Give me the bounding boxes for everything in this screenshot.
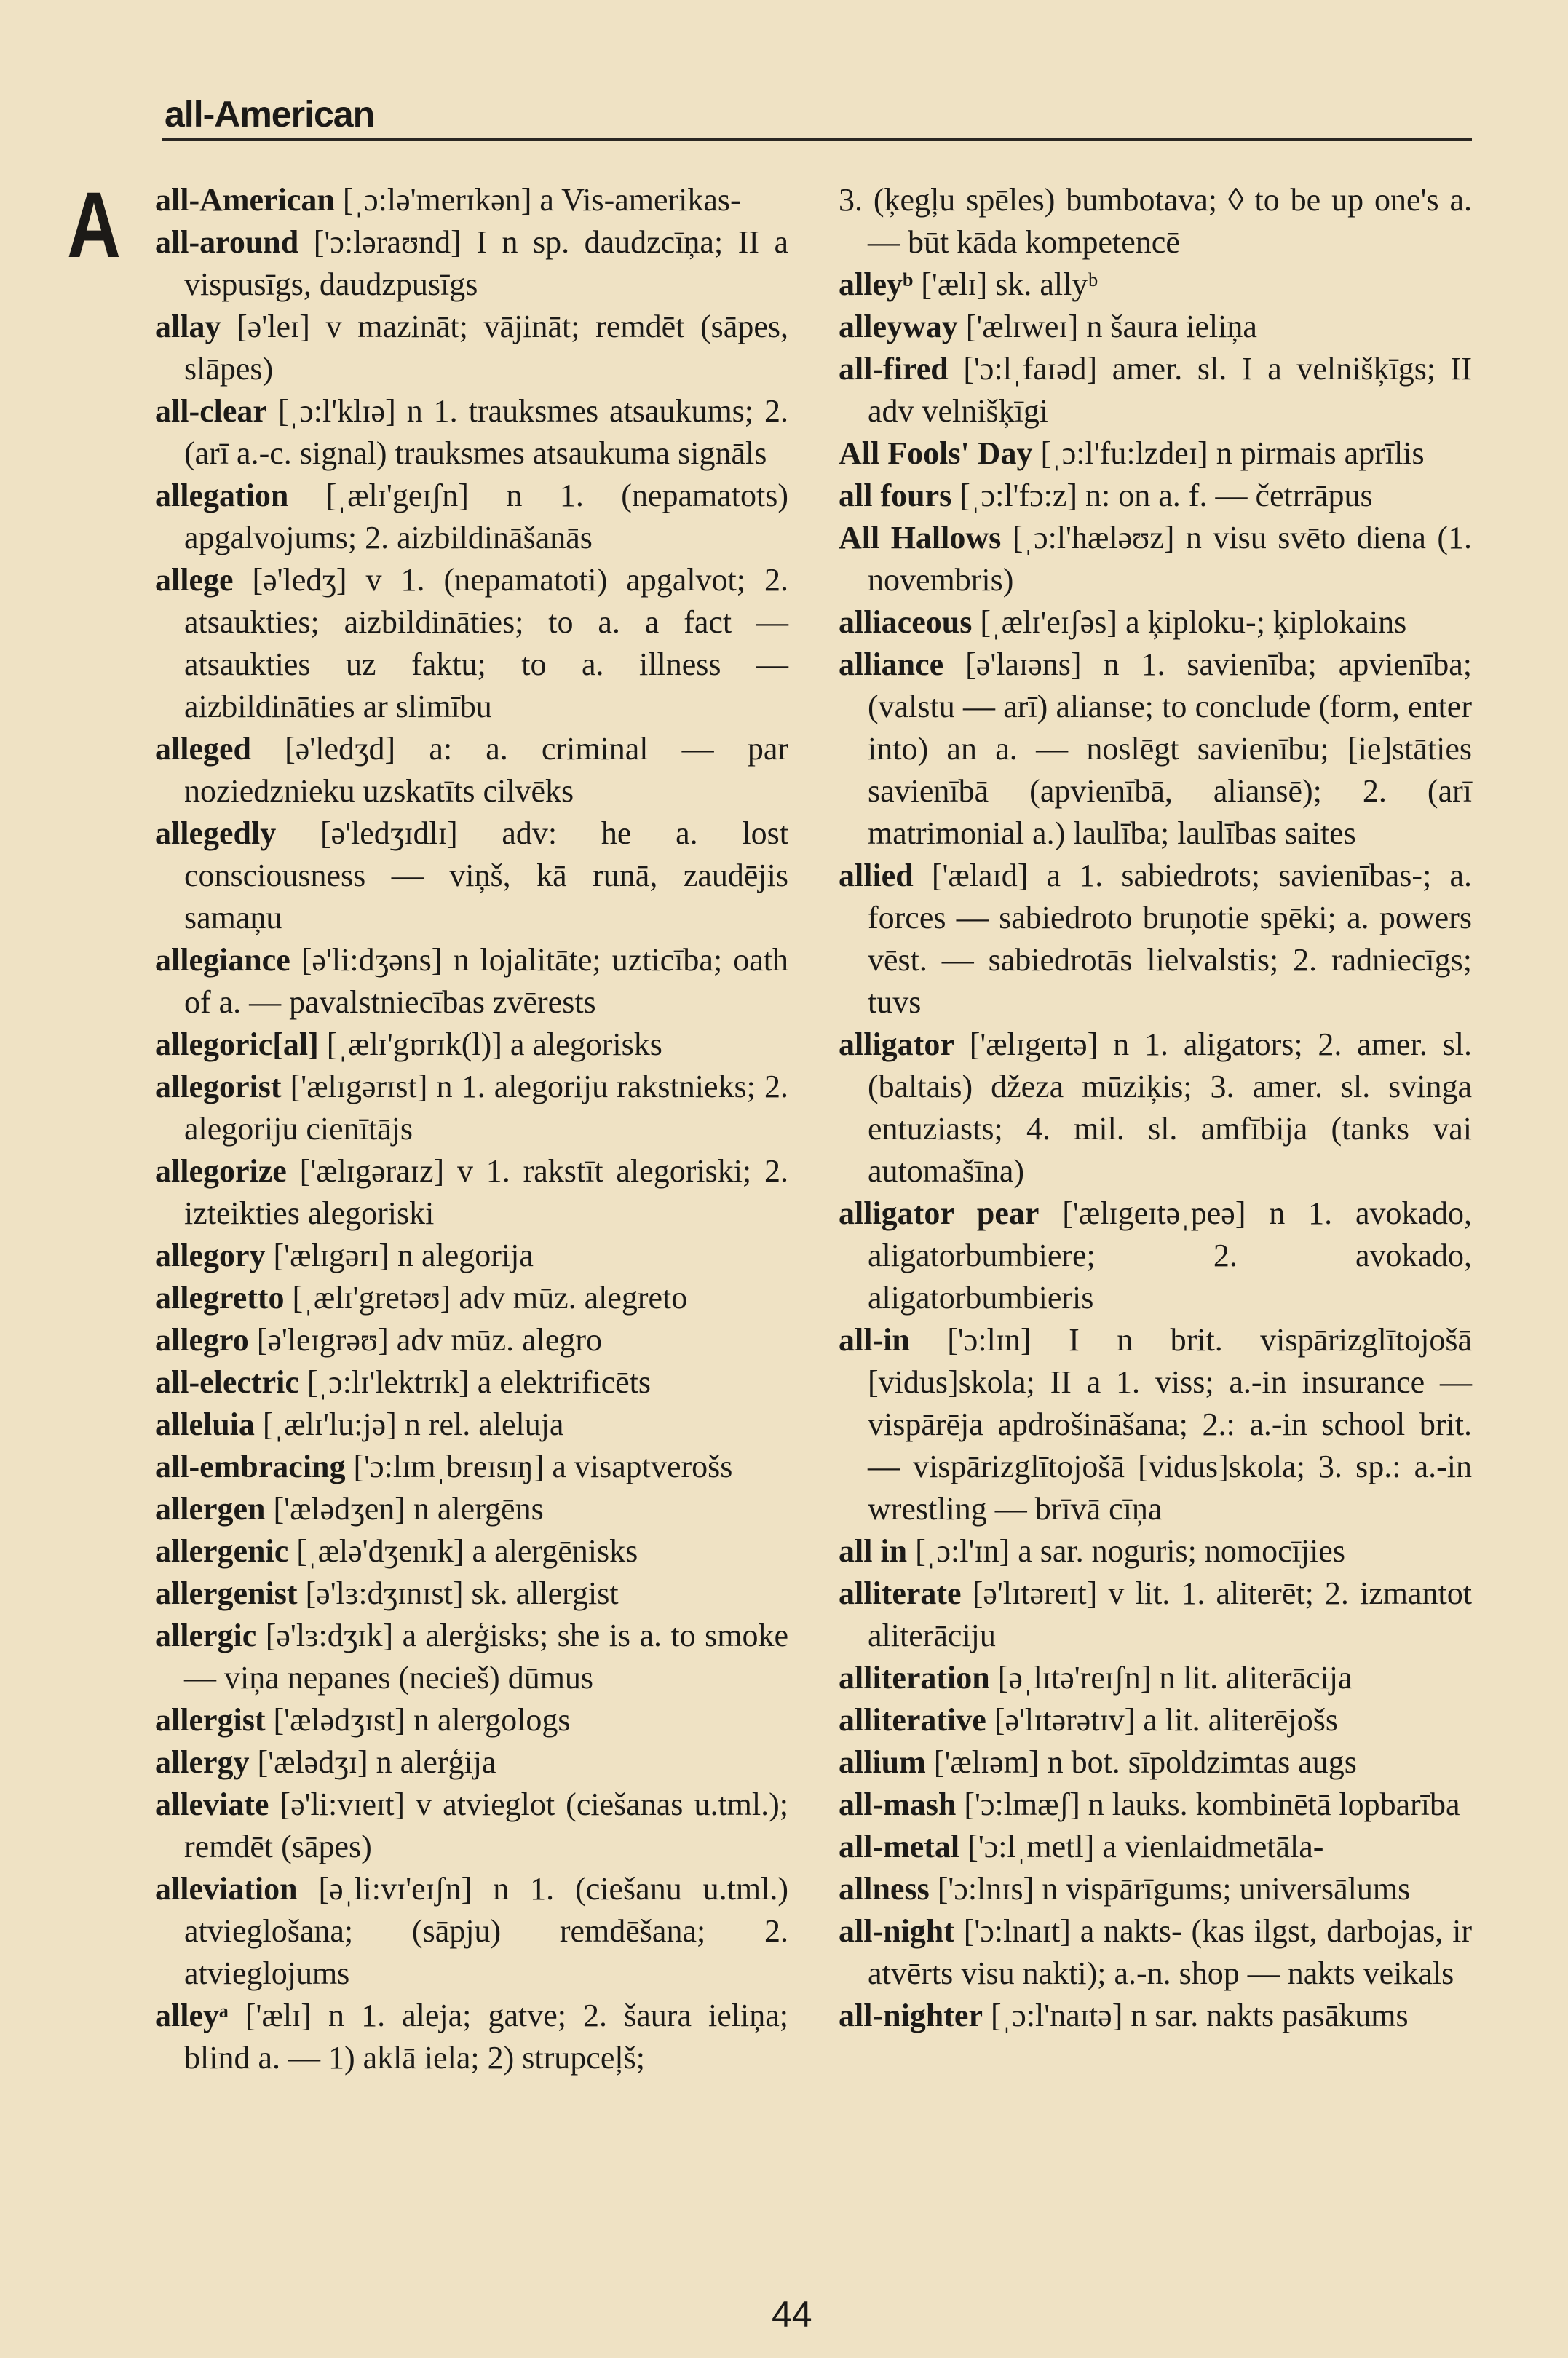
entry-definition: 3. (ķegļu spēles) bumbotava; ◊ to be up one's a. — būt kāda kompetencē xyxy=(839,182,1472,260)
dictionary-entry xyxy=(839,601,1472,644)
right-column xyxy=(839,179,1472,2037)
entry-headword: allegiance xyxy=(155,942,290,978)
entry-definition: ['ɔ:ləraʊnd] I n sp. daudzcīņa; II a vispusīgs, daudzpusīgs xyxy=(184,224,788,302)
dictionary-entry xyxy=(155,1361,788,1404)
entry-headword: allegedly xyxy=(155,815,277,851)
entry-definition: [ˌɔ:lɪ'lektrɪk] a elektrificēts xyxy=(298,1364,651,1400)
entry-headword: all-embracing xyxy=(155,1449,346,1484)
entry-headword: all fours xyxy=(839,478,952,513)
entry-definition: ['ælɪweɪ] n šaura ieliņa xyxy=(957,309,1257,344)
entry-definition: ['ælədʒɪst] n alergologs xyxy=(265,1702,571,1738)
entry-definition: ['ɔ:lnɪs] n vispārīgums; universālums xyxy=(929,1871,1411,1907)
entry-definition: [ˌælɪ'gretəʊ] adv mūz. alegreto xyxy=(284,1280,688,1316)
entry-definition: [ˌɔ:l'ɪn] a sar. noguris; nomocījies xyxy=(907,1533,1345,1569)
entry-headword: alliterative xyxy=(839,1702,986,1738)
entry-headword: allegoric[al] xyxy=(155,1026,319,1062)
entry-headword: allegorize xyxy=(155,1153,287,1189)
entry-definition: ['ælɪgeɪtə] n 1. aligators; 2. amer. sl. (baltais) džeza mūziķis; 3. amer. sl. svinga entuziasts; 4. mil. sl. amfībija (tanks vai automašīna) xyxy=(868,1026,1472,1189)
entry-headword: alliaceous xyxy=(839,604,973,640)
entry-definition: ['ælɪgeɪtəˌpeə] n 1. avokado, aligatorbumbiere; 2. avokado, aligatorbumbieris xyxy=(868,1195,1473,1316)
entry-definition: [ˌɔ:l'fu:lzdeɪ] n pirmais aprīlis xyxy=(1032,435,1425,471)
entry-headword: allergy xyxy=(155,1744,250,1780)
entry-headword: all-around xyxy=(155,224,299,260)
entry-definition: ['ælɪgərɪ] n alegorija xyxy=(265,1238,534,1273)
dictionary-entry xyxy=(155,1741,788,1784)
header-rule xyxy=(162,138,1472,141)
left-column xyxy=(155,179,788,2079)
entry-definition: [ˌælɪ'lu:jə] n rel. aleluja xyxy=(254,1407,564,1442)
entry-headword: all-mash xyxy=(839,1787,957,1822)
entry-definition: ['ælədʒɪ] n alerģija xyxy=(249,1744,496,1780)
entry-definition: ['ælɪ] sk. allyᵇ xyxy=(913,266,1098,302)
entry-headword: all-metal xyxy=(839,1829,960,1864)
entry-definition: [əˌlɪtə'reɪʃn] n lit. aliterācija xyxy=(989,1660,1353,1696)
entry-definition: [əˌli:vɪ'eɪʃn] n 1. (ciešanu u.tml.) atvieglošana; (sāpju) remdēšana; 2. atvieglojums xyxy=(184,1871,788,1991)
entry-definition: [ə'lɪtərətɪv] a lit. aliterējošs xyxy=(986,1702,1338,1738)
entry-definition: [ˌælɪ'gɒrɪk(l)] a alegorisks xyxy=(318,1026,662,1062)
entry-definition: [ˌælə'dʒenɪk] a alergēnisks xyxy=(288,1533,638,1569)
entry-definition: [ˌɔ:l'klɪə] n 1. trauksmes atsaukums; 2. (arī a.-c. signal) trauksmes atsaukuma signāls xyxy=(184,393,788,471)
entry-headword: allness xyxy=(839,1871,930,1907)
dictionary-entry xyxy=(155,1066,788,1150)
entry-definition: [ə'lɜ:dʒɪk] a alerģisks; she is a. to smoke — viņa nepanes (necieš) dūmus xyxy=(184,1618,788,1696)
dictionary-entry xyxy=(155,1150,788,1235)
entry-headword: all-fired xyxy=(839,351,949,387)
dictionary-entry xyxy=(155,1235,788,1277)
entry-headword: allege xyxy=(155,562,234,598)
entry-definition: [ə'leɪgrəʊ] adv mūz. alegro xyxy=(248,1322,603,1358)
entry-headword: alliterate xyxy=(839,1575,962,1611)
dictionary-entry xyxy=(155,1572,788,1615)
entry-headword: allay xyxy=(155,309,221,344)
entry-headword: alleviation xyxy=(155,1871,298,1907)
dictionary-entry xyxy=(155,1868,788,1995)
dictionary-entry xyxy=(839,1530,1472,1572)
dictionary-entry xyxy=(839,1657,1472,1699)
dictionary-entry xyxy=(839,1784,1472,1826)
entry-definition: [ə'ledʒɪdlɪ] adv: he a. lost consciousness — viņš, kā runā, zaudējis samaņu xyxy=(184,815,788,935)
entry-definition: ['ɔ:lmæʃ] n lauks. kombinētā lopbarība xyxy=(956,1787,1460,1822)
entry-definition: [ə'li:vɪeɪt] v atvieglot (ciešanas u.tml.); remdēt (sāpes) xyxy=(184,1787,788,1864)
entry-definition: [ə'laɪəns] n 1. savienība; apvienība; (valstu — arī) alianse; to conclude (form, enter into) an a. — noslēgt savienību; [ie]stāties savienībā (apvienībā, aliansē); 2. (arī matrimonial a.) laulība; laulības saites xyxy=(868,646,1472,851)
dictionary-entry xyxy=(155,1404,788,1446)
entry-definition: [ə'leɪ] v mazināt; vājināt; remdēt (sāpes, slāpes) xyxy=(184,309,788,387)
entry-headword: allergen xyxy=(155,1491,266,1527)
dictionary-entry xyxy=(839,517,1472,601)
entry-definition: [ə'lɪtəreɪt] v lit. 1. aliterēt; 2. izmantot aliterāciju xyxy=(868,1575,1472,1653)
dictionary-entry xyxy=(155,1615,788,1699)
dictionary-entry xyxy=(839,179,1472,264)
dictionary-entry xyxy=(839,1192,1472,1319)
entry-definition: ['ælɪgəraɪz] v 1. rakstīt alegoriski; 2. izteikties alegoriski xyxy=(184,1153,788,1231)
dictionary-entry xyxy=(155,1530,788,1572)
dictionary-entry xyxy=(155,1024,788,1066)
entry-definition: ['ɔ:lˌmetl] a vienlaidmetāla- xyxy=(959,1829,1324,1864)
entry-headword: all-in xyxy=(839,1322,910,1358)
entry-headword: alleluia xyxy=(155,1407,255,1442)
entry-headword: all in xyxy=(839,1533,908,1569)
entry-definition: [ˌɔ:l'naɪtə] n sar. nakts pasākums xyxy=(982,1998,1409,2033)
entry-definition: ['ælaɪd] a 1. sabiedrots; savienības-; a. forces — sabiedroto bruņotie spēki; a. powers vēst. — sabiedrotās lielvalstis; 2. radniecīgs; tuvs xyxy=(868,858,1472,1020)
dictionary-entry xyxy=(839,432,1472,475)
dictionary-entry xyxy=(839,644,1472,855)
dictionary-entry xyxy=(839,1572,1472,1657)
entry-headword: alliance xyxy=(839,646,944,682)
entry-definition: [ə'ledʒ] v 1. (nepamatoti) apgalvot; 2. atsaukties; aizbildināties; to a. a fact — atsaukties uz faktu; to a. illness — aizbildināties ar slimību xyxy=(184,562,788,724)
dictionary-entry xyxy=(155,1784,788,1868)
entry-definition: [ˌɔ:lə'merɪkən] a Vis-amerikas- xyxy=(334,182,741,218)
entry-headword: alliteration xyxy=(839,1660,990,1696)
dictionary-entry xyxy=(155,179,788,221)
entry-headword: allergenist xyxy=(155,1575,298,1611)
dictionary-entry xyxy=(155,1446,788,1488)
dictionary-entry xyxy=(839,1699,1472,1741)
dictionary-entry xyxy=(839,1024,1472,1192)
entry-headword: allegation xyxy=(155,478,289,513)
dictionary-entry xyxy=(155,559,788,728)
entry-definition: ['ælɪgərɪst] n 1. alegoriju rakstnieks; 2. alegoriju cienītājs xyxy=(184,1069,788,1147)
entry-headword: alleyᵇ xyxy=(839,266,914,302)
running-head: all-American xyxy=(165,94,375,135)
entry-headword: alleged xyxy=(155,731,251,767)
entry-headword: alleyᵃ xyxy=(155,1998,229,2033)
entry-definition: ['ɔ:lˌfaɪəd] amer. sl. I a velnišķīgs; II adv velnišķīgi xyxy=(868,351,1472,429)
dictionary-entry xyxy=(839,1741,1472,1784)
dictionary-entry xyxy=(839,1826,1472,1868)
entry-headword: all-nighter xyxy=(839,1998,983,2033)
entry-headword: allegro xyxy=(155,1322,249,1358)
entry-headword: allied xyxy=(839,858,914,893)
entry-definition: [ˌɔ:l'hæləʊz] n visu svēto diena (1. novembris) xyxy=(868,520,1472,598)
entry-headword: allergist xyxy=(155,1702,266,1738)
entry-headword: all-electric xyxy=(155,1364,299,1400)
dictionary-entry xyxy=(155,939,788,1024)
entry-headword: allegorist xyxy=(155,1069,282,1104)
dictionary-entry xyxy=(155,1488,788,1530)
entry-headword: all-night xyxy=(839,1913,954,1949)
dictionary-entry xyxy=(839,1319,1472,1530)
dictionary-entry xyxy=(839,1868,1472,1910)
entry-headword: All Fools' Day xyxy=(839,435,1033,471)
entry-headword: alleviate xyxy=(155,1787,269,1822)
dictionary-entry xyxy=(155,221,788,306)
entry-headword: allergic xyxy=(155,1618,257,1653)
entry-definition: [ˌælɪ'geɪʃn] n 1. (nepamatots) apgalvojums; 2. aizbildināšanās xyxy=(184,478,788,555)
dictionary-entry xyxy=(839,348,1472,432)
dictionary-entry xyxy=(155,812,788,939)
entry-definition: [ə'ledʒd] a: a. criminal — par noziedznieku uzskatīts cilvēks xyxy=(184,731,788,809)
entry-headword: alligator xyxy=(839,1026,954,1062)
section-letter: A xyxy=(67,173,121,277)
entry-definition: [ə'lɜ:dʒɪnɪst] sk. allergist xyxy=(297,1575,619,1611)
entry-headword: all-clear xyxy=(155,393,267,429)
dictionary-entry xyxy=(839,1995,1472,2037)
entry-definition: ['ɔ:lnaɪt] a nakts- (kas ilgst, darbojas, ir atvērts visu nakti); a.-n. shop — nakts veikals xyxy=(868,1913,1472,1991)
entry-headword: allergenic xyxy=(155,1533,289,1569)
entry-headword: all-American xyxy=(155,182,335,218)
dictionary-entry xyxy=(155,1995,788,2079)
dictionary-entry xyxy=(155,306,788,390)
dictionary-entry xyxy=(155,1699,788,1741)
entry-definition: [ˌɔ:l'fɔ:z] n: on a. f. — četrrāpus xyxy=(951,478,1373,513)
entry-headword: alligator pear xyxy=(839,1195,1040,1231)
dictionary-entry xyxy=(839,264,1472,306)
entry-definition: ['ɔ:lɪn] I n brit. vispārizglītojošā [vidus]skola; II a 1. viss; a.-in insurance — vispārēja apdrošināšana; 2.: a.-in school brit. — vispārizglītojošā [vidus]skola; 3. sp.: a.-in wrestling — brīvā cīņa xyxy=(868,1322,1472,1527)
page-number: 44 xyxy=(772,2294,812,2335)
entry-headword: allegory xyxy=(155,1238,266,1273)
entry-definition: [ˌælɪ'eɪʃəs] a ķiploku-; ķiplokains xyxy=(972,604,1407,640)
entry-definition: ['ælɪəm] n bot. sīpoldzimtas augs xyxy=(925,1744,1357,1780)
dictionary-entry xyxy=(839,855,1472,1024)
dictionary-entry xyxy=(155,475,788,559)
dictionary-entry xyxy=(839,475,1472,517)
entry-headword: alleyway xyxy=(839,309,958,344)
dictionary-entry xyxy=(155,390,788,475)
dictionary-entry xyxy=(839,306,1472,348)
entry-definition: ['ælədʒen] n alergēns xyxy=(265,1491,544,1527)
entry-headword: allegretto xyxy=(155,1280,285,1316)
entry-headword: allium xyxy=(839,1744,926,1780)
dictionary-entry xyxy=(155,728,788,812)
dictionary-entry xyxy=(839,1910,1472,1995)
entry-definition: [ə'li:dʒəns] n lojalitāte; uzticība; oath of a. — pavalstniecības zvērests xyxy=(184,942,788,1020)
entry-definition: ['ɔ:lɪmˌbreɪsɪŋ] a visaptverošs xyxy=(345,1449,733,1484)
entry-headword: All Hallows xyxy=(839,520,1002,555)
dictionary-entry xyxy=(155,1319,788,1361)
entry-definition: ['ælɪ] n 1. aleja; gatve; 2. šaura ieliņa; blind a. — 1) aklā iela; 2) strupceļš; xyxy=(184,1998,788,2076)
dictionary-entry xyxy=(155,1277,788,1319)
